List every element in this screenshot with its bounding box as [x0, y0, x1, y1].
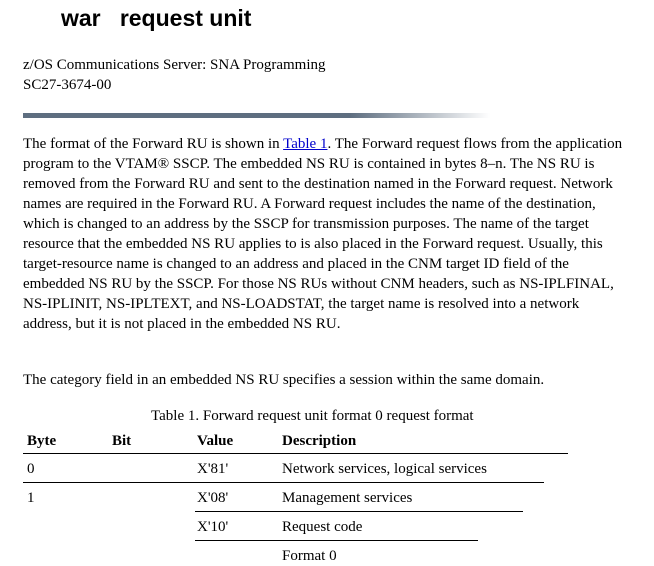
paragraph-text: The format of the Forward RU is shown in	[23, 136, 284, 152]
column-header-value: Value	[197, 433, 234, 449]
header-rule	[23, 453, 568, 454]
table-1-link[interactable]: Table 1	[283, 136, 328, 152]
section-divider	[23, 113, 490, 118]
table-cell-description: Management services	[282, 490, 413, 506]
page-heading-right: request unit	[119, 5, 252, 31]
book-title: z/OS Communications Server: SNA Programming	[23, 57, 326, 73]
table-cell-byte: 0	[27, 461, 35, 477]
table-cell-byte: 1	[27, 490, 35, 506]
page-heading	[61, 4, 251, 32]
row-rule	[195, 540, 478, 541]
table-cell-value: X'81'	[197, 461, 229, 477]
table-cell-value: X'08'	[197, 490, 229, 506]
paragraph-text: . The Forward request flows from the application program to the VTAM® SSCP. The embedded NS RU is contained in bytes 8–n. The NS RU is removed from the Forward RU and sent to the destination named in the Forward request. Network names are required in the Forward RU. A Forward request includes the name of the destination, which is changed to an address by the SSCP for transmission purposes. The name of the target resource that the embedded NS RU applies to is also placed in the Forward request. Usually, this target-resource name is changed to an address and placed in the CNM target ID field of the embedded NS RU by the SSCP. For those NS RUs without CNM headers, such as NS-IPLFINAL, NS-IPLINIT, NS-IPLTEXT, and NS-LOADSTAT, the target name is resolved into a network address, but it is not placed in the embedded NS RU.	[23, 136, 623, 332]
row-rule	[195, 511, 523, 512]
page-heading-left: war	[61, 5, 101, 31]
row-rule	[23, 482, 544, 483]
column-header-bit: Bit	[112, 433, 132, 449]
table-caption: Table 1. Forward request unit format 0 request format	[151, 408, 474, 424]
book-number: SC27-3674-00	[23, 77, 112, 93]
table-cell-description: Request code	[282, 519, 363, 535]
table-cell-description: Format 0	[282, 548, 337, 564]
column-header-description: Description	[282, 433, 357, 449]
table-cell-value: X'10'	[197, 519, 229, 535]
table-cell-description: Network services, logical services	[282, 461, 487, 477]
body-paragraph-2: The category field in an embedded NS RU specifies a session within the same domain.	[23, 372, 545, 388]
body-paragraph-1	[23, 134, 623, 334]
column-header-byte: Byte	[27, 433, 57, 449]
